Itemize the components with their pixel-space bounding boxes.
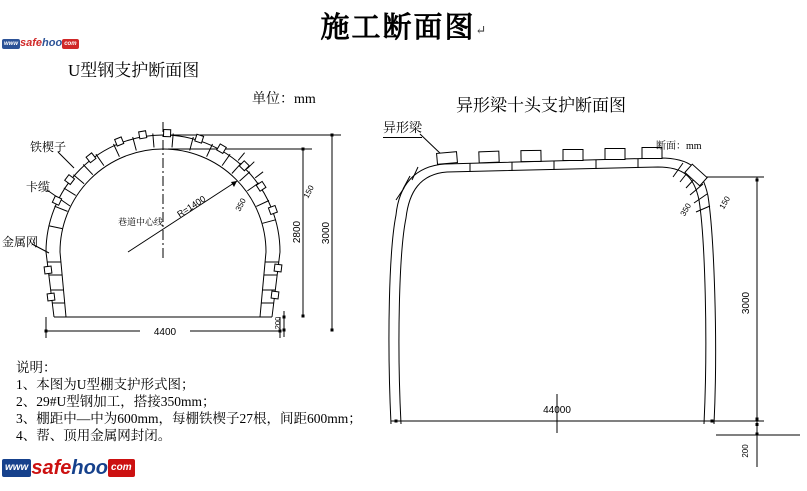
- dim-floor-right-label: 200: [741, 444, 750, 458]
- dim-inner-height-label: 2800: [292, 220, 303, 244]
- dim-top-right-label: 150: [717, 194, 733, 211]
- label-roadway-centerline: 巷道中心线: [118, 217, 164, 227]
- notes-title: 说明：: [16, 360, 57, 375]
- watermark-www-block: www: [4, 40, 19, 47]
- left-diagram-heading: U型钢支护断面图: [68, 61, 200, 80]
- dim-width-right-label: 44000: [543, 405, 571, 416]
- watermark-logo-bottom: [2, 458, 135, 478]
- watermark-safe-text: safe: [31, 457, 72, 479]
- note-item-1: 1、本图为U型棚支护形式图；: [16, 377, 195, 392]
- watermark-com-block: com: [64, 40, 77, 47]
- right-diagram-heading: 异形梁十头支护断面图: [456, 96, 626, 115]
- watermark-com-block: com: [108, 459, 135, 477]
- notes-block: [16, 359, 362, 444]
- watermark-hoo-text: hoo: [71, 457, 109, 479]
- page-title-text: 施工断面图: [320, 12, 476, 44]
- dim-floor-left-label: 200: [273, 316, 282, 330]
- left-dim-arrows: [45, 134, 334, 333]
- page-title: [0, 5, 807, 46]
- right-frame-lines: [389, 134, 800, 467]
- note-item-4: 4、帮、顶用金属网封闭。: [16, 428, 172, 443]
- note-item-3: 3、棚距中—中为600mm，每棚铁楔子27根，间距600mm；: [16, 411, 362, 426]
- unit-label-left: 单位：mm: [252, 92, 316, 107]
- dim-lap-left-label: 350: [233, 196, 248, 213]
- dim-radius-label: R=1400: [175, 193, 208, 220]
- label-iron-wedge: 铁楔子: [30, 140, 67, 154]
- shaped-beam-rects: [437, 148, 708, 186]
- dim-height-right-label: 3000: [741, 291, 752, 315]
- dim-top-left-label: 150: [301, 183, 316, 200]
- paragraph-return-mark: ↵: [475, 22, 487, 38]
- label-metal-mesh: 金属网: [2, 235, 39, 249]
- unit-label-right: 断面：mm: [656, 141, 702, 152]
- label-shaped-beam: 异形梁: [383, 117, 422, 138]
- dim-height-left-label: 3000: [321, 221, 332, 245]
- note-item-2: 2、29#U型钢加工，搭接350mm；: [16, 394, 216, 409]
- right-dim-arrows: [395, 179, 759, 436]
- watermark-logo-top: [2, 38, 79, 49]
- watermark-hoo-text: hoo: [42, 37, 63, 49]
- watermark-www-block: www: [2, 459, 31, 477]
- label-clamp-cable: 卡缆: [26, 180, 51, 194]
- dim-lap-right-label: 350: [678, 201, 694, 218]
- dim-width-left-label: 4400: [153, 327, 177, 338]
- watermark-safe-text: safe: [20, 37, 43, 49]
